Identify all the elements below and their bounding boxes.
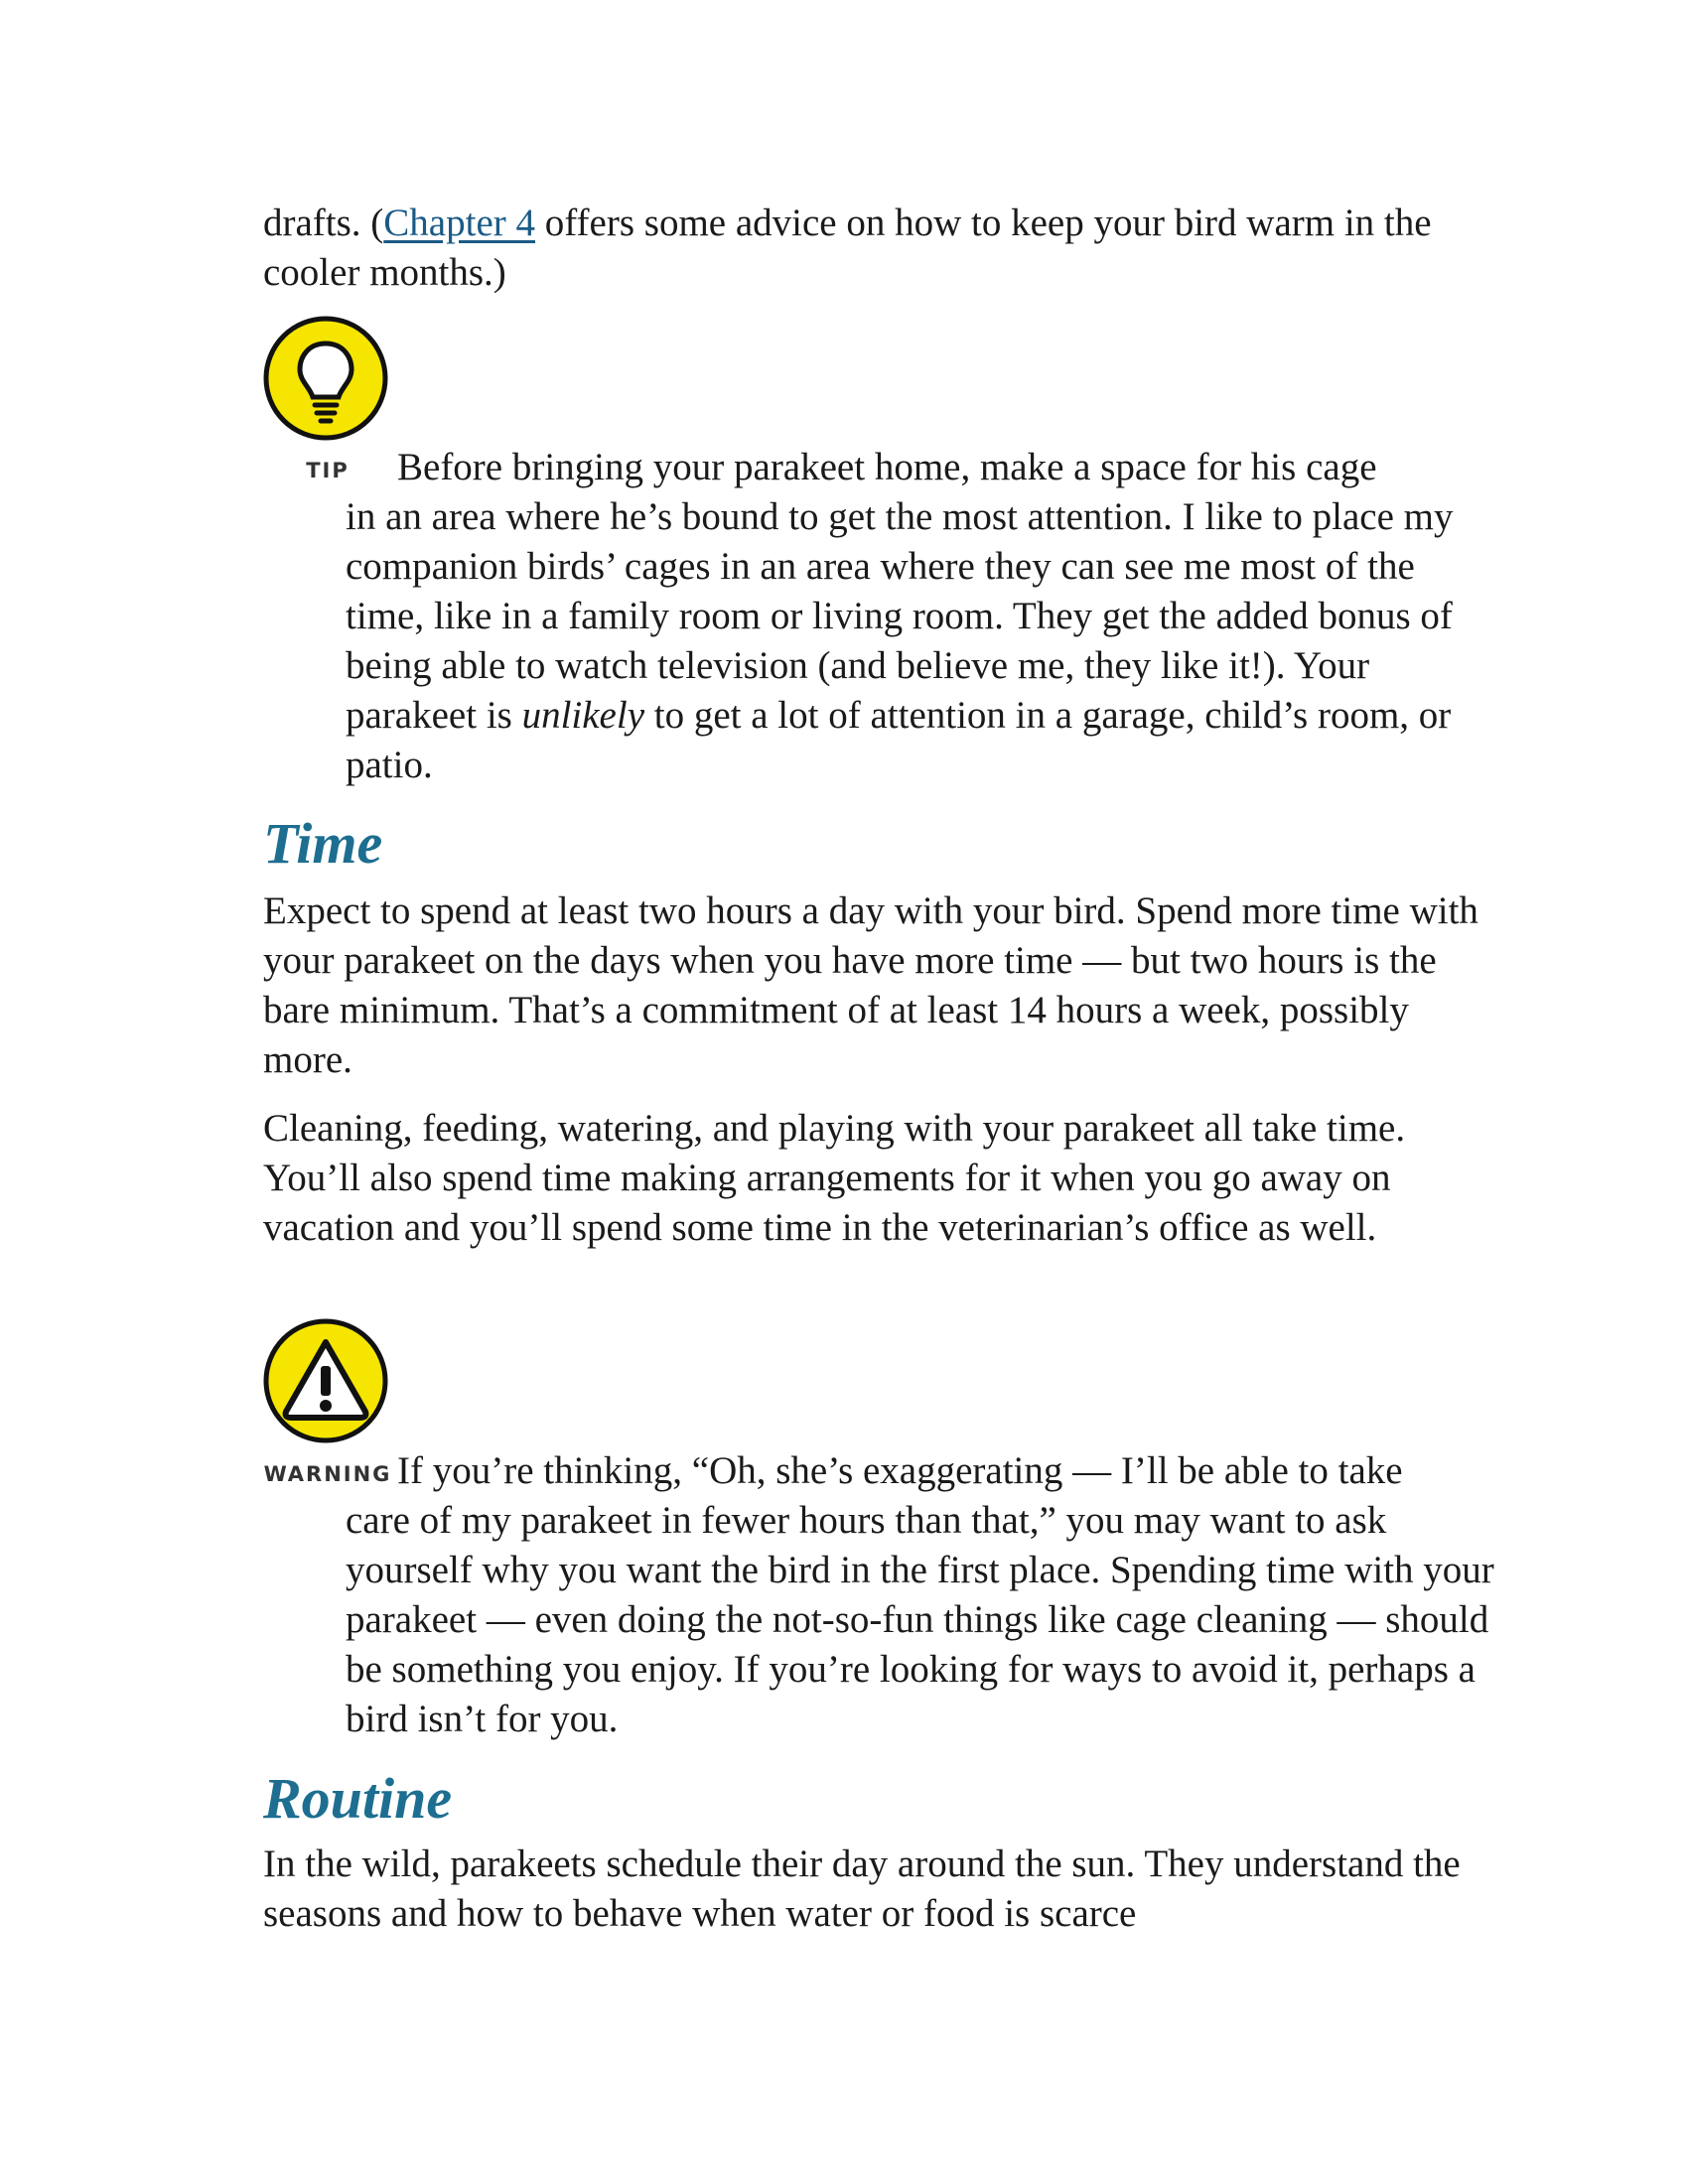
lightbulb-icon xyxy=(263,316,388,441)
intro-paragraph xyxy=(263,199,1494,298)
tip-body-pre: in an area where he’s bound to get the most attention. I like to place my companion birds’ cages in an area where they can see me most of the time, like in a family room or living room. They get the added bonus of being able to watch television (and believe me, they like it!). Your parakeet is xyxy=(346,495,1454,737)
warning-first-line: If you’re thinking, “Oh, she’s exaggerating — I’ll be able to take xyxy=(397,1449,1403,1492)
intro-text-post: offers some advice on how to keep your bird warm in the cooler months.) xyxy=(263,202,1432,294)
time-paragraph-2 xyxy=(263,1104,1494,1253)
tip-body-post: to get a lot of attention in a garage, child’s room, or patio. xyxy=(346,694,1452,786)
intro-text-pre: drafts. ( xyxy=(263,202,384,244)
routine-text-1: In the wild, parakeets schedule their day around the sun. They understand the seasons and how to behave when water or food is scarce xyxy=(263,1843,1461,1935)
tip-label: TIP xyxy=(306,459,350,482)
routine-paragraph-1 xyxy=(263,1840,1494,1939)
time-text-1: Expect to spend at least two hours a day with your bird. Spend more time with your parakeet on the days when you have more time — but two hours is the bare minimum. That’s a commitment of at least 14 hours a week, possibly more. xyxy=(263,889,1478,1081)
tip-body xyxy=(346,492,1497,790)
time-heading: Time xyxy=(263,811,383,876)
warning-body: care of my parakeet in fewer hours than that,” you may want to ask yourself why you want the bird in the first place. Spending time with your parakeet — even doing the not-so-fun things like cage cleaning — should be something you enjoy. If you’re looking for ways to avoid it, perhaps a bird isn’t for you. xyxy=(346,1499,1494,1740)
warning-label: WARNING xyxy=(263,1462,392,1486)
chapter-4-link[interactable]: Chapter 4 xyxy=(383,202,536,244)
routine-heading: Routine xyxy=(263,1766,453,1831)
tip-emphasis: unlikely xyxy=(521,694,645,737)
warning-icon xyxy=(263,1318,388,1443)
time-paragraph-1 xyxy=(263,887,1494,1085)
time-text-2: Cleaning, feeding, watering, and playing with your parakeet all take time. You’ll also spend time making arrangements for it when you go away on vacation and you’ll spend some time in the veterinarian’s office as well. xyxy=(263,1107,1406,1249)
tip-first-line: Before bringing your parakeet home, make a space for his cage xyxy=(397,446,1377,488)
